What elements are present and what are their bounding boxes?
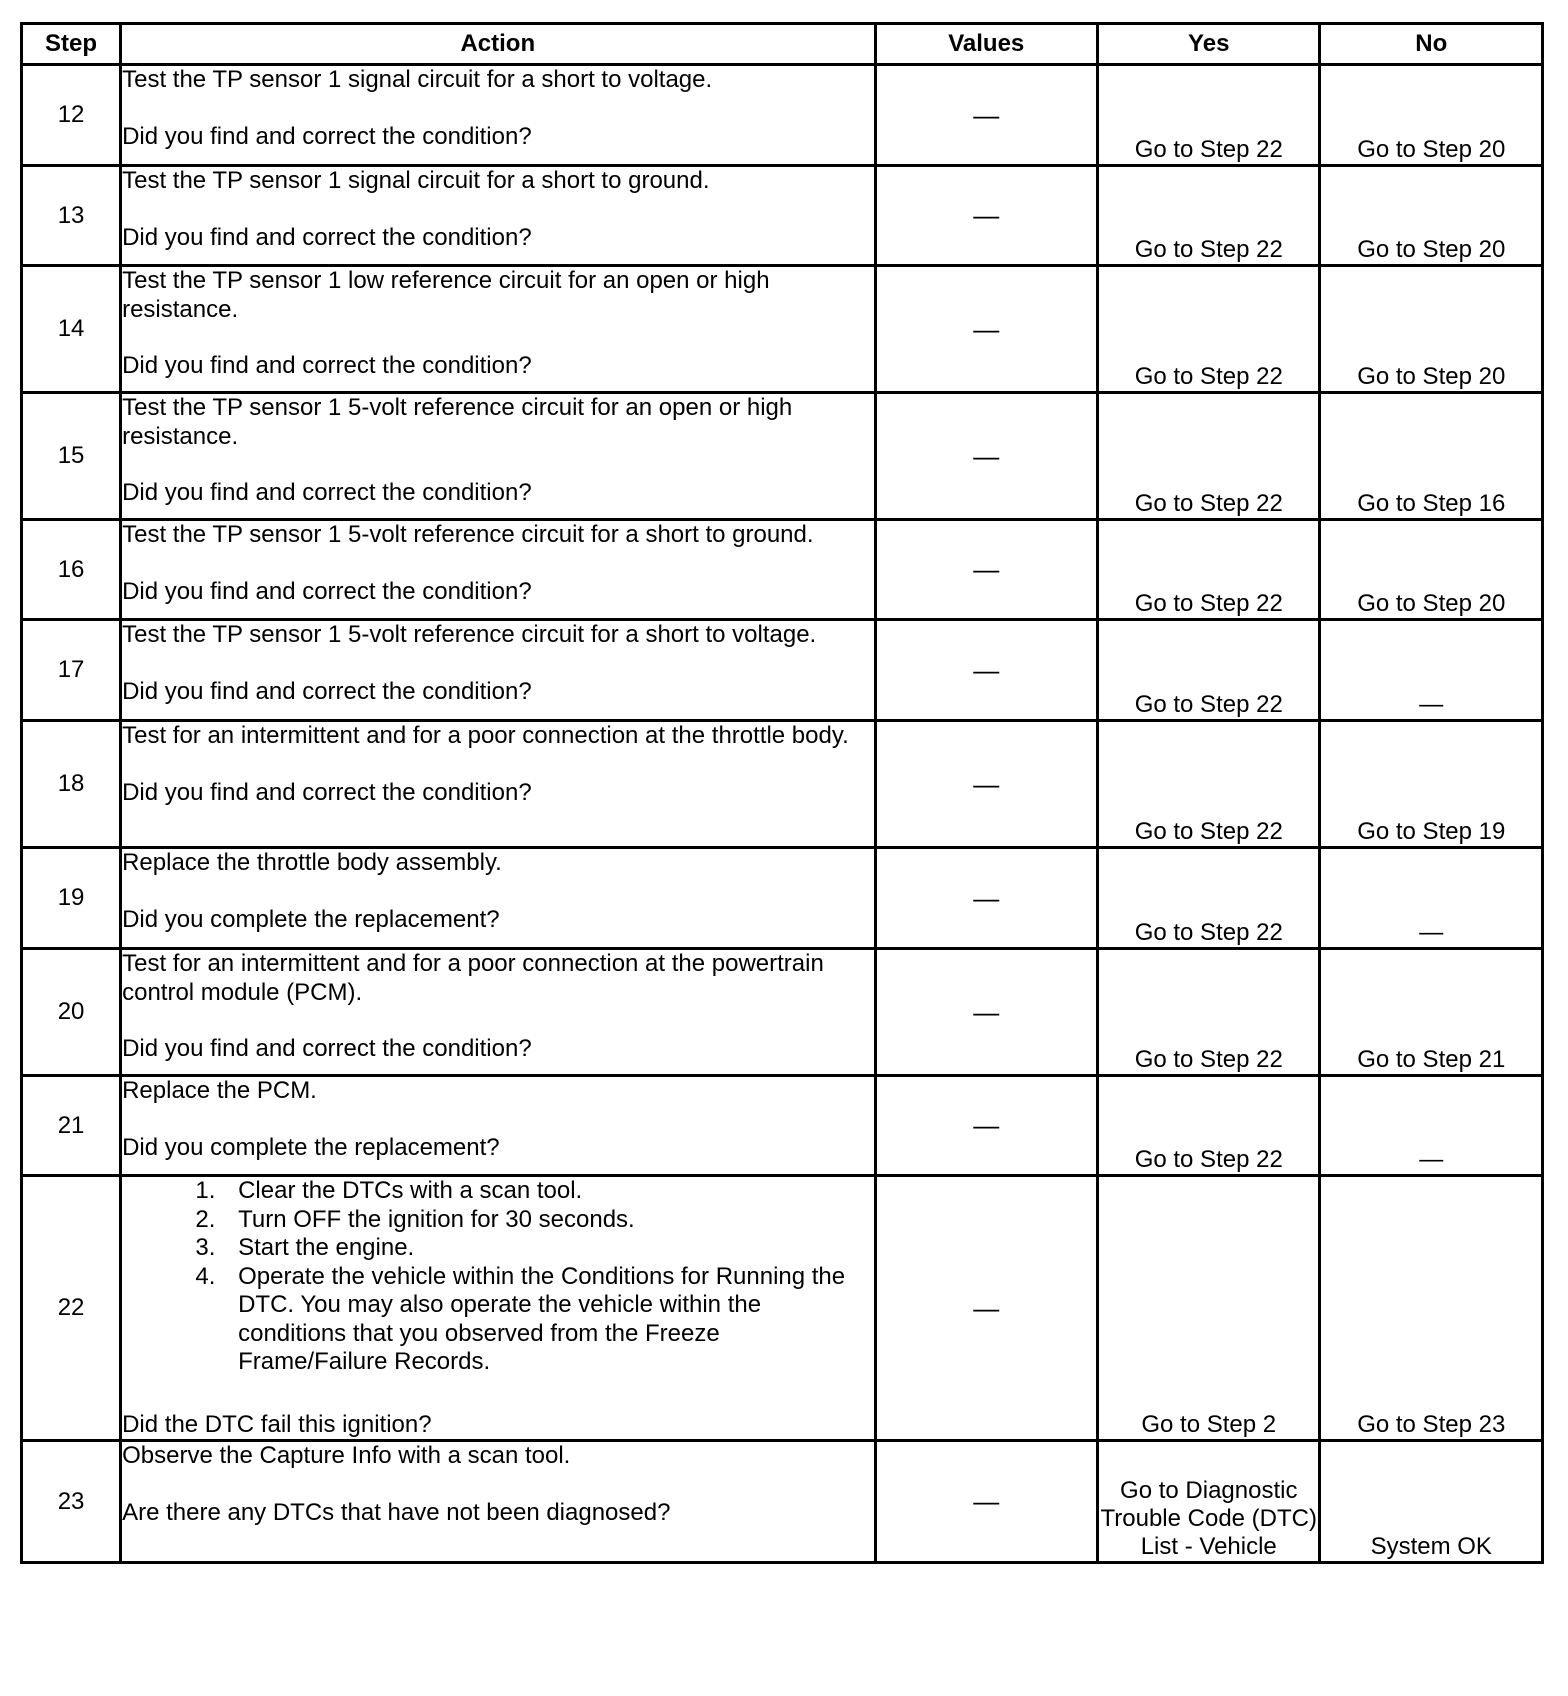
action-question: Did you find and correct the condition? bbox=[122, 122, 532, 150]
header-action: Action bbox=[121, 24, 875, 65]
no-cell: Go to Step 20 bbox=[1320, 166, 1543, 266]
action-instruction: Test the TP sensor 1 5-volt reference circuit for an open or high resistance. bbox=[122, 394, 793, 450]
action-cell bbox=[121, 949, 875, 1076]
table-row-step-23 bbox=[22, 1441, 1543, 1563]
step-number: 21 bbox=[22, 1076, 121, 1176]
values-cell: — bbox=[875, 1176, 1097, 1441]
action-instruction: Test the TP sensor 1 5-volt reference circuit for a short to ground. bbox=[122, 521, 814, 548]
action-cell bbox=[121, 620, 875, 721]
no-cell: Go to Step 16 bbox=[1320, 393, 1543, 520]
header-yes: Yes bbox=[1098, 24, 1320, 65]
yes-cell: Go to Step 22 bbox=[1098, 848, 1320, 949]
step-number: 12 bbox=[22, 65, 121, 166]
no-cell: — bbox=[1320, 1076, 1543, 1176]
action-instruction: Test for an intermittent and for a poor connection at the throttle body. bbox=[122, 722, 849, 749]
table-row bbox=[22, 949, 1543, 1076]
yes-cell: Go to Step 22 bbox=[1098, 721, 1320, 848]
header-row bbox=[22, 24, 1543, 65]
action-cell bbox=[121, 266, 875, 393]
values-cell: — bbox=[875, 65, 1097, 166]
table-row bbox=[22, 721, 1543, 848]
header-step: Step bbox=[22, 24, 121, 65]
yes-cell: Go to Step 22 bbox=[1098, 393, 1320, 520]
no-cell: Go to Step 20 bbox=[1320, 65, 1543, 166]
action-instruction: Test the TP sensor 1 low reference circuit for an open or high resistance. bbox=[122, 267, 770, 323]
action-cell bbox=[121, 1176, 875, 1441]
action-question: Did you find and correct the condition? bbox=[122, 223, 532, 251]
step-number: 17 bbox=[22, 620, 121, 721]
table-row-step-22 bbox=[22, 1176, 1543, 1441]
no-cell: — bbox=[1320, 620, 1543, 721]
no-cell: Go to Step 23 bbox=[1320, 1176, 1543, 1441]
no-cell: System OK bbox=[1320, 1441, 1543, 1563]
header-no: No bbox=[1320, 24, 1543, 65]
no-cell: Go to Step 20 bbox=[1320, 520, 1543, 620]
diagnostic-table bbox=[20, 22, 1544, 1564]
yes-cell: Go to Step 22 bbox=[1098, 520, 1320, 620]
table-row bbox=[22, 65, 1543, 166]
step-number: 22 bbox=[22, 1176, 121, 1441]
action-question: Did you find and correct the condition? bbox=[122, 1035, 532, 1062]
action-instruction: Test the TP sensor 1 signal circuit for a short to ground. bbox=[122, 167, 710, 194]
no-cell: Go to Step 20 bbox=[1320, 266, 1543, 393]
action-instruction: Observe the Capture Info with a scan tool. bbox=[122, 1442, 571, 1469]
yes-cell: Go to Step 2 bbox=[1098, 1176, 1320, 1441]
table-row bbox=[22, 520, 1543, 620]
action-instruction: Replace the throttle body assembly. bbox=[122, 849, 502, 876]
action-cell bbox=[121, 1441, 875, 1563]
action-cell bbox=[121, 1076, 875, 1176]
yes-cell: Go to Step 22 bbox=[1098, 1076, 1320, 1176]
table-row bbox=[22, 848, 1543, 949]
values-cell: — bbox=[875, 721, 1097, 848]
values-cell: — bbox=[875, 520, 1097, 620]
step-number: 15 bbox=[22, 393, 121, 520]
procedure-list-item: 3. Start the engine. bbox=[222, 1234, 873, 1263]
values-cell: — bbox=[875, 1076, 1097, 1176]
values-cell: — bbox=[875, 1441, 1097, 1563]
no-cell: Go to Step 19 bbox=[1320, 721, 1543, 848]
step-number: 13 bbox=[22, 166, 121, 266]
action-instruction: Test for an intermittent and for a poor connection at the powertrain control module (PCM). bbox=[122, 950, 824, 1006]
values-cell: — bbox=[875, 620, 1097, 721]
action-instruction: Test the TP sensor 1 signal circuit for a short to voltage. bbox=[122, 66, 713, 93]
step-number: 14 bbox=[22, 266, 121, 393]
values-cell: — bbox=[875, 848, 1097, 949]
action-instruction: Test the TP sensor 1 5-volt reference circuit for a short to voltage. bbox=[122, 621, 817, 648]
header-values: Values bbox=[875, 24, 1097, 65]
values-cell: — bbox=[875, 166, 1097, 266]
yes-cell: Go to Step 22 bbox=[1098, 620, 1320, 721]
yes-cell: Go to Step 22 bbox=[1098, 949, 1320, 1076]
action-question: Are there any DTCs that have not been diagnosed? bbox=[122, 1498, 671, 1526]
no-cell: Go to Step 21 bbox=[1320, 949, 1543, 1076]
values-cell: — bbox=[875, 949, 1097, 1076]
yes-cell: Go to Step 22 bbox=[1098, 266, 1320, 393]
procedure-list-item: 4. Operate the vehicle within the Conditions for Running the DTC. You may also operate the vehicle within the conditions that you observed from the Freeze Frame/Failure Records. bbox=[222, 1263, 873, 1377]
table-row bbox=[22, 266, 1543, 393]
action-question: Did you find and correct the condition? bbox=[122, 352, 532, 379]
action-cell bbox=[121, 721, 875, 848]
table-row bbox=[22, 1076, 1543, 1176]
procedure-list-item: 2. Turn OFF the ignition for 30 seconds. bbox=[222, 1206, 873, 1235]
action-question: Did you complete the replacement? bbox=[122, 1133, 500, 1161]
action-question: Did the DTC fail this ignition? bbox=[122, 1410, 432, 1438]
table-row bbox=[22, 620, 1543, 721]
table-row bbox=[22, 393, 1543, 520]
step-number: 20 bbox=[22, 949, 121, 1076]
action-question: Did you find and correct the condition? bbox=[122, 577, 532, 605]
step-number: 16 bbox=[22, 520, 121, 620]
action-cell bbox=[121, 166, 875, 266]
procedure-list-item: 1. Clear the DTCs with a scan tool. bbox=[222, 1177, 873, 1206]
yes-cell: Go to Diagnostic Trouble Code (DTC) List - Vehicle bbox=[1098, 1441, 1320, 1563]
step-number: 18 bbox=[22, 721, 121, 848]
values-cell: — bbox=[875, 393, 1097, 520]
table-row bbox=[22, 166, 1543, 266]
action-instruction: Replace the PCM. bbox=[122, 1077, 317, 1104]
no-cell: — bbox=[1320, 848, 1543, 949]
action-question: Did you find and correct the condition? bbox=[122, 479, 532, 506]
values-cell: — bbox=[875, 266, 1097, 393]
action-cell bbox=[121, 65, 875, 166]
step-number: 19 bbox=[22, 848, 121, 949]
step-number: 23 bbox=[22, 1441, 121, 1563]
action-cell bbox=[121, 520, 875, 620]
action-cell bbox=[121, 848, 875, 949]
yes-cell: Go to Step 22 bbox=[1098, 65, 1320, 166]
action-question: Did you complete the replacement? bbox=[122, 905, 500, 933]
yes-cell: Go to Step 22 bbox=[1098, 166, 1320, 266]
action-question: Did you find and correct the condition? bbox=[122, 778, 532, 806]
procedure-list bbox=[122, 1177, 873, 1377]
action-cell bbox=[121, 393, 875, 520]
action-question: Did you find and correct the condition? bbox=[122, 677, 532, 705]
